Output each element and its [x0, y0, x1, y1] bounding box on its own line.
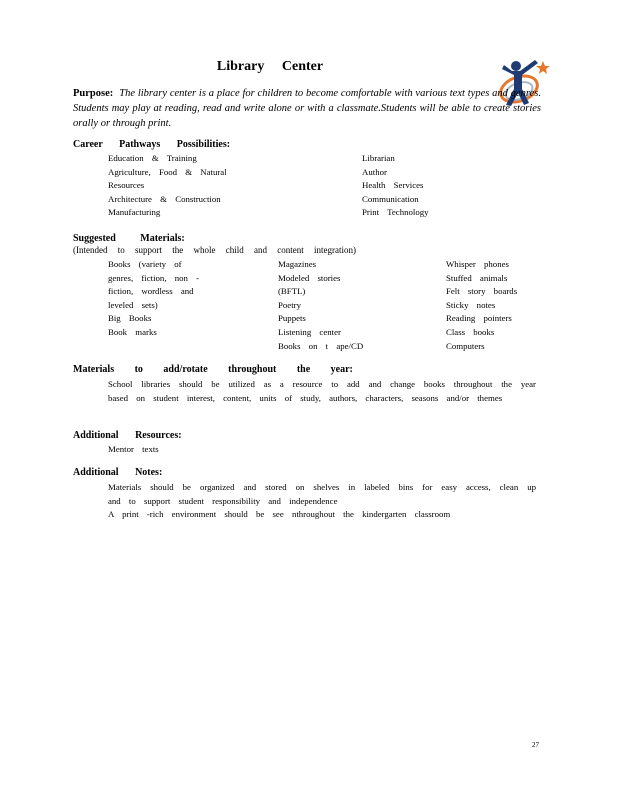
list-item-text: Puppets: [278, 313, 306, 324]
list-item: [90, 193, 250, 207]
page-number: 27: [532, 741, 539, 749]
list-item: [260, 340, 370, 354]
list-item: [428, 326, 528, 340]
list-item: [90, 443, 290, 457]
list-item-text: Print Technology: [362, 207, 429, 218]
notes-list: [90, 481, 536, 522]
list-item-text: Class books: [446, 326, 495, 337]
list-item: [90, 258, 200, 312]
list-item-text: Health Services: [362, 180, 424, 191]
list-item-text: Books on t ape/CD: [278, 340, 364, 351]
list-item: [344, 193, 494, 207]
list-item: [90, 166, 250, 193]
rotate-list: [90, 378, 536, 405]
list-item: [344, 179, 494, 193]
list-item-text: Librarian: [362, 153, 395, 163]
list-item-text: Materials should be organized and stored on shelves in labeled bins for easy access, clean up and to support student responsibility and independence: [108, 482, 536, 506]
list-item-text: Books (variety of genres, fiction, non -fiction, wordless and leveled sets): [108, 259, 200, 310]
list-item: [428, 272, 528, 286]
list-item: [260, 272, 370, 299]
materials-heading: Suggested Materials:: [73, 233, 185, 244]
list-item-text: Computers: [446, 340, 485, 351]
list-item-text: Communication: [362, 193, 419, 204]
list-item-text: Sticky notes: [446, 299, 496, 310]
list-item: [90, 206, 250, 220]
list-item: [260, 326, 370, 340]
list-item: [90, 378, 536, 405]
list-item: [344, 206, 494, 220]
list-item: [260, 258, 370, 272]
list-item-text: A print -rich environment should be see nthroughout the kindergarten classroom: [108, 509, 451, 520]
list-item: [90, 508, 536, 522]
list-item: [260, 312, 370, 326]
list-item: [428, 299, 528, 313]
list-item-text: Magazines: [278, 259, 317, 269]
list-item: [344, 166, 494, 180]
list-item-text: Mentor texts: [108, 444, 159, 454]
list-item-text: School libraries should be utilized as a resource to add and change books throughout the year based on student interest, content, units of study, authors, characters, seasons and/or themes: [108, 379, 536, 403]
materials-subheading: (Intended to support the whole child and content integration): [73, 245, 356, 255]
list-item-text: Stuffed animals: [446, 272, 508, 283]
list-item: [90, 326, 200, 340]
list-item: [428, 285, 528, 299]
materials-list-col2: [260, 258, 370, 353]
list-item-text: Modeled stories (BFTL): [278, 272, 341, 297]
list-item-text: Felt story boards: [446, 286, 518, 297]
list-item-text: Architecture & Construction: [108, 193, 221, 204]
list-item: [428, 340, 528, 354]
career-list-left: [90, 152, 250, 220]
list-item-text: Manufacturing: [108, 207, 161, 218]
materials-list-col3: [428, 258, 528, 353]
list-item-text: Agriculture, Food & Natural Resources: [108, 166, 227, 191]
list-item-text: Author: [362, 166, 387, 177]
list-item: [90, 152, 250, 166]
career-list-right: [344, 152, 494, 220]
career-heading: Career Pathways Possibilities:: [73, 139, 231, 150]
list-item: [90, 481, 536, 508]
list-item-text: Education & Training: [108, 153, 197, 163]
list-item-text: Whisper phones: [446, 259, 509, 269]
purpose-text: The library center is a place for children to become comfortable with various text types and genres. Students may play at reading, read and write alone or with a classmate.Students will be able to create stories orally or through print.: [73, 88, 541, 129]
notes-heading: Additional Notes:: [73, 467, 163, 478]
list-item-text: Book marks: [108, 326, 157, 337]
list-item-text: Poetry: [278, 299, 301, 310]
resources-heading: Additional Resources:: [73, 430, 182, 441]
list-item-text: Listening center: [278, 326, 341, 337]
resources-list: [90, 443, 290, 457]
list-item-text: Big Books: [108, 313, 152, 324]
page-title: Library Center: [216, 59, 324, 74]
list-item-text: Reading pointers: [446, 313, 512, 324]
purpose-label: Purpose:: [73, 88, 114, 99]
list-item: [428, 312, 528, 326]
rotate-heading: Materials to add/rotate throughout the year:: [73, 364, 353, 375]
purpose-paragraph: [73, 86, 541, 131]
materials-list-col1: [90, 258, 200, 340]
list-item: [260, 299, 370, 313]
list-item: [344, 152, 494, 166]
list-item: [90, 312, 200, 326]
list-item: [428, 258, 528, 272]
